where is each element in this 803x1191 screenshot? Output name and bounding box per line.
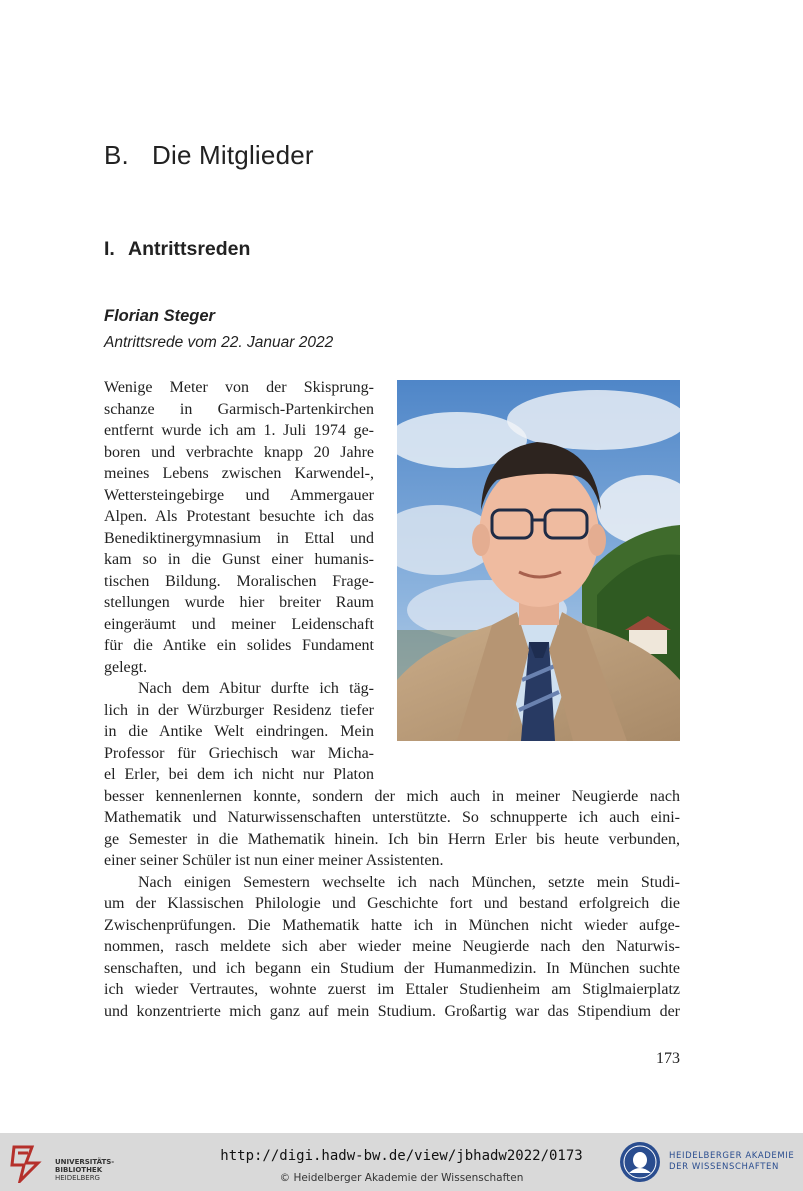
body-line: kam so in die Gunst einer humanis- (104, 551, 374, 568)
body-line: Benediktinergymnasium in Ettal und (104, 529, 374, 547)
body-line: Wenige Meter von der Skisprung- (104, 379, 374, 396)
body-line: Wettersteingebirge und Ammergauer (104, 486, 374, 504)
library-logo-text: UNIVERSITÄTS- BIBLIOTHEK HEIDELBERG (55, 1158, 115, 1182)
body-line: lich in der Würzburger Residenz tiefer (104, 701, 374, 719)
viewer-footer (0, 1133, 803, 1191)
body-line: um der Klassischen Philologie und Geschichte fort und bestand erfolgreich die (104, 895, 680, 912)
permalink-url[interactable]: http://digi.hadw-bw.de/view/jbhadw2022/0173 (220, 1148, 583, 1164)
body-line: einer seiner Schüler ist nun einer meiner Assistenten. (104, 852, 444, 869)
copyright-notice: © Heidelberger Akademie der Wissenschaften (279, 1172, 524, 1184)
body-line: gelegt. (104, 658, 148, 676)
author-name: Florian Steger (104, 307, 215, 325)
body-line: für die Antike ein solides Fundament (104, 637, 374, 654)
body-line: in die Antike Welt eindringen. Mein (104, 723, 374, 740)
body-line: Zwischenprüfungen. Die Mathematik hatte ich in München nicht wieder aufge- (104, 916, 680, 934)
body-line: meines Lebens zwischen Karwendel-, (104, 465, 374, 482)
subsection-heading (104, 238, 250, 261)
section-title: Die Mitglieder (152, 140, 314, 170)
body-line: besser kennenlernen konnte, sondern der mich auch in meiner Neugierde nach (104, 787, 680, 805)
body-line: Mathematik und Naturwissenschaften unterstützte. So schnupperte ich auch eini- (104, 809, 680, 826)
page-number: 173 (656, 1050, 680, 1067)
body-line: senschaften, und ich begann ein Studium der Humanmedizin. In München suchte (104, 959, 680, 977)
body-line: boren und verbrachte knapp 20 Jahre (104, 443, 374, 461)
author-portrait-photo (397, 380, 680, 741)
academy-seal-icon[interactable] (619, 1141, 661, 1183)
body-line: ich wieder Vertrautes, wohnte zuerst im Ettaler Studienheim am Stiglmaierplatz (104, 981, 680, 998)
body-line: el Erler, bei dem ich nicht nur Platon (104, 766, 374, 783)
subsection-number: I. (104, 238, 115, 260)
body-line: entfernt wurde ich am 1. Juli 1974 ge- (104, 422, 374, 439)
body-line: Nach dem Abitur durfte ich täg- (138, 680, 374, 697)
body-line: stellungen wurde hier breiter Raum (104, 594, 374, 611)
body-line: ge Semester in die Mathematik hinein. Ich bin Herrn Erler bis heute verbunden, (104, 830, 680, 848)
body-line: schanze in Garmisch-Partenkirchen (104, 400, 374, 418)
section-number: B. (104, 140, 129, 170)
subsection-title: Antrittsreden (128, 238, 251, 260)
body-line: nommen, rasch meldete sich aber wieder meine Neugierde nach den Naturwis- (104, 938, 680, 955)
academy-logo-text: HEIDELBERGER AKADEMIE DER WISSENSCHAFTEN (669, 1151, 795, 1172)
body-line: Nach einigen Semestern wechselte ich nach München, setzte mein Studi- (138, 873, 680, 891)
body-line: tischen Bildung. Moralischen Frage- (104, 572, 374, 590)
section-heading (104, 140, 314, 171)
body-line: Alpen. Als Protestant besuchte ich das (104, 508, 374, 525)
speech-date: Antrittsrede vom 22. Januar 2022 (104, 334, 334, 351)
body-line: eingeräumt und meiner Leidenschaft (104, 615, 374, 633)
body-line: Professor für Griechisch war Micha- (104, 744, 374, 762)
body-line: und konzentrierte mich ganz auf mein Studium. Großartig war das Stipendium der (104, 1002, 680, 1020)
